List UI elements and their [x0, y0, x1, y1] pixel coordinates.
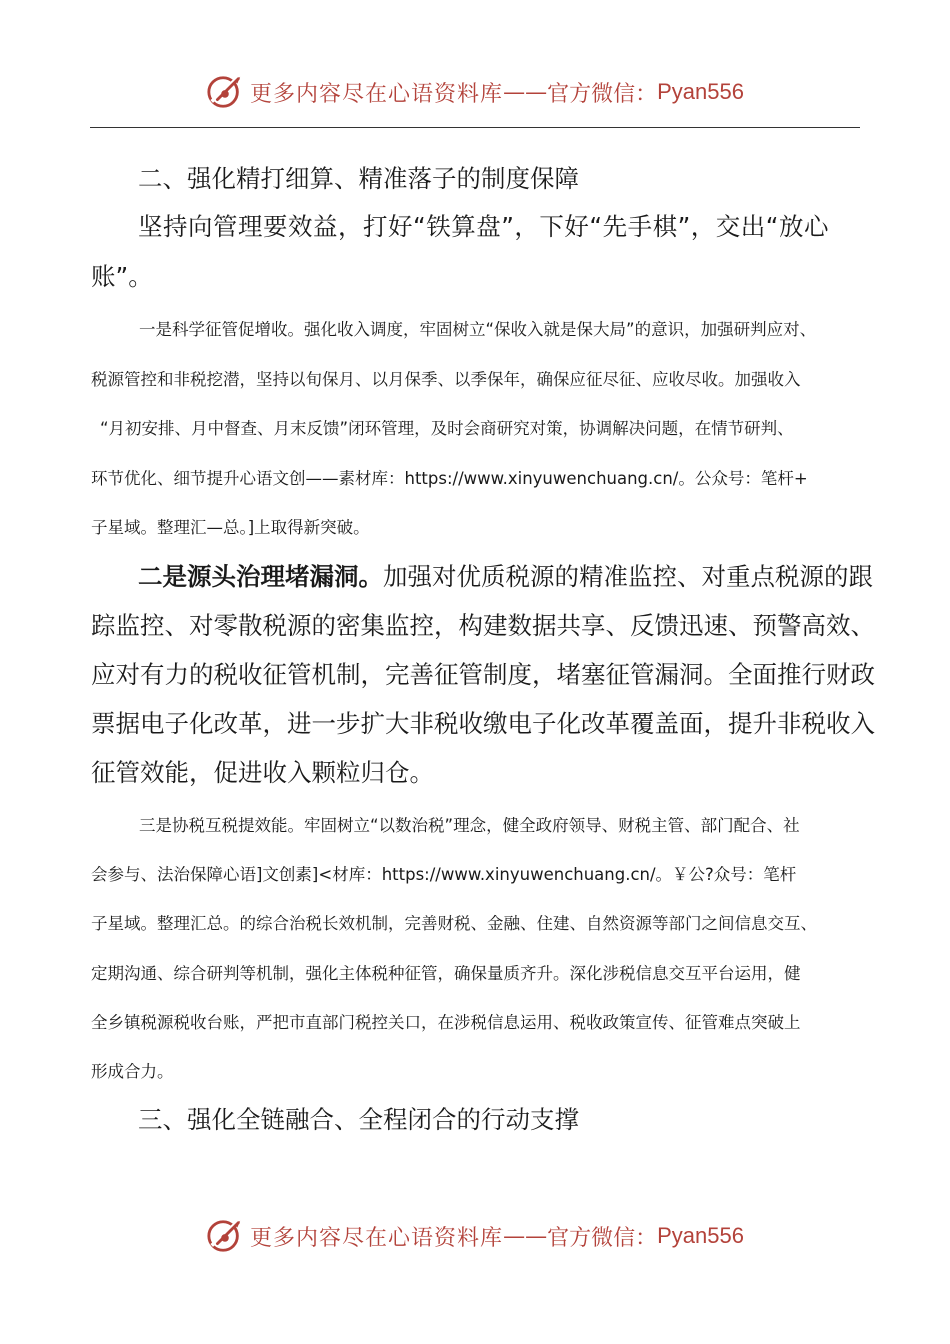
- paragraph-3-line-6: 形成合力。: [91, 1062, 174, 1081]
- paragraph-2-line-2: 踪监控、对零散税源的密集监控，构建数据共享、反馈迅速、预警高效、: [91, 611, 875, 640]
- section-heading-2: 二、强化精打细算、精准落子的制度保障: [138, 164, 579, 193]
- paragraph-1-line-5: 子星域。整理汇—总。]上取得新突破。: [91, 518, 370, 537]
- intro-line-2: 账”。: [91, 262, 153, 291]
- intro-line-1: 坚持向管理要效益，打好“铁算盘”，下好“先手棋”，交出“放心: [138, 212, 829, 241]
- footer-banner: [0, 1214, 950, 1258]
- paragraph-1-line-1: 一是科学征管促增收。强化收入调度，牢固树立“保收入就是保大局”的意识，加强研判应对、: [139, 320, 817, 339]
- paragraph-2-line-1: [138, 558, 873, 593]
- paragraph-2-line-1-text: 加强对优质税源的精准监控、对重点税源的跟: [383, 562, 873, 591]
- banner-text: 更多内容尽在心语资料库: [250, 81, 504, 107]
- footer-banner-separator: ——: [503, 1223, 548, 1249]
- paragraph-2-lead: 二是源头治理堵漏洞。: [138, 562, 383, 591]
- footer-wechat-label: 官方微信：: [547, 1225, 658, 1251]
- paragraph-2-line-3: 应对有力的税收征管机制，完善征管制度，堵塞征管漏洞。全面推行财政: [91, 660, 875, 689]
- paragraph-3-line-3: 子星域。整理汇总。的综合治税长效机制，完善财税、金融、住建、自然资源等部门之间信息交互、: [91, 914, 817, 933]
- paragraph-1-line-3: “月初安排、月中督查、月末反馈”闭环管理，及时会商研究对策，协调解决问题，在情节研判、: [100, 419, 794, 438]
- paragraph-2-line-4: 票据电子化改革，进一步扩大非税收缴电子化改革覆盖面，提升非税收入: [91, 709, 875, 738]
- paragraph-3-line-1: 三是协税互税提效能。牢固树立“以数治税”理念，健全政府领导、财税主管、部门配合、社: [139, 816, 800, 835]
- banner-separator: ——: [503, 79, 548, 105]
- header-divider: [90, 127, 860, 128]
- header-banner: [0, 70, 950, 114]
- paragraph-3-line-5: 全乡镇税源税收台账，严把市直部门税控关口，在涉税信息运用、税收政策宣传、征管难点突破上: [91, 1013, 801, 1032]
- footer-banner-text: 更多内容尽在心语资料库: [250, 1225, 504, 1251]
- wechat-label: 官方微信：: [547, 81, 658, 107]
- section-heading-3: 三、强化全链融合、全程闭合的行动支撑: [138, 1105, 579, 1134]
- paragraph-1-line-2: 税源管控和非税挖潜，坚持以旬保月、以月保季、以季保年，确保应征尽征、应收尽收。加强收入: [91, 370, 801, 389]
- paragraph-3-line-4: 定期沟通、综合研判等机制，强化主体税种征管，确保量质齐升。深化涉税信息交互平台运用，健: [91, 964, 801, 983]
- paragraph-2-line-5: 征管效能，促进收入颗粒归仓。: [91, 758, 434, 787]
- wechat-id: Pyan556: [657, 79, 744, 104]
- brand-logo-icon: [206, 1217, 244, 1255]
- paragraph-3-line-2: 会参与、法治保障心语]文创素]<材库：https://www.xinyuwenchuang.cn/。￥公?众号：笔杆: [91, 865, 797, 884]
- paragraph-1-line-4: 环节优化、细节提升心语文创——素材库：https://www.xinyuwenchuang.cn/。公众号：笔杆+: [91, 469, 808, 488]
- footer-wechat-id: Pyan556: [657, 1223, 744, 1248]
- brand-logo-icon: [206, 73, 244, 111]
